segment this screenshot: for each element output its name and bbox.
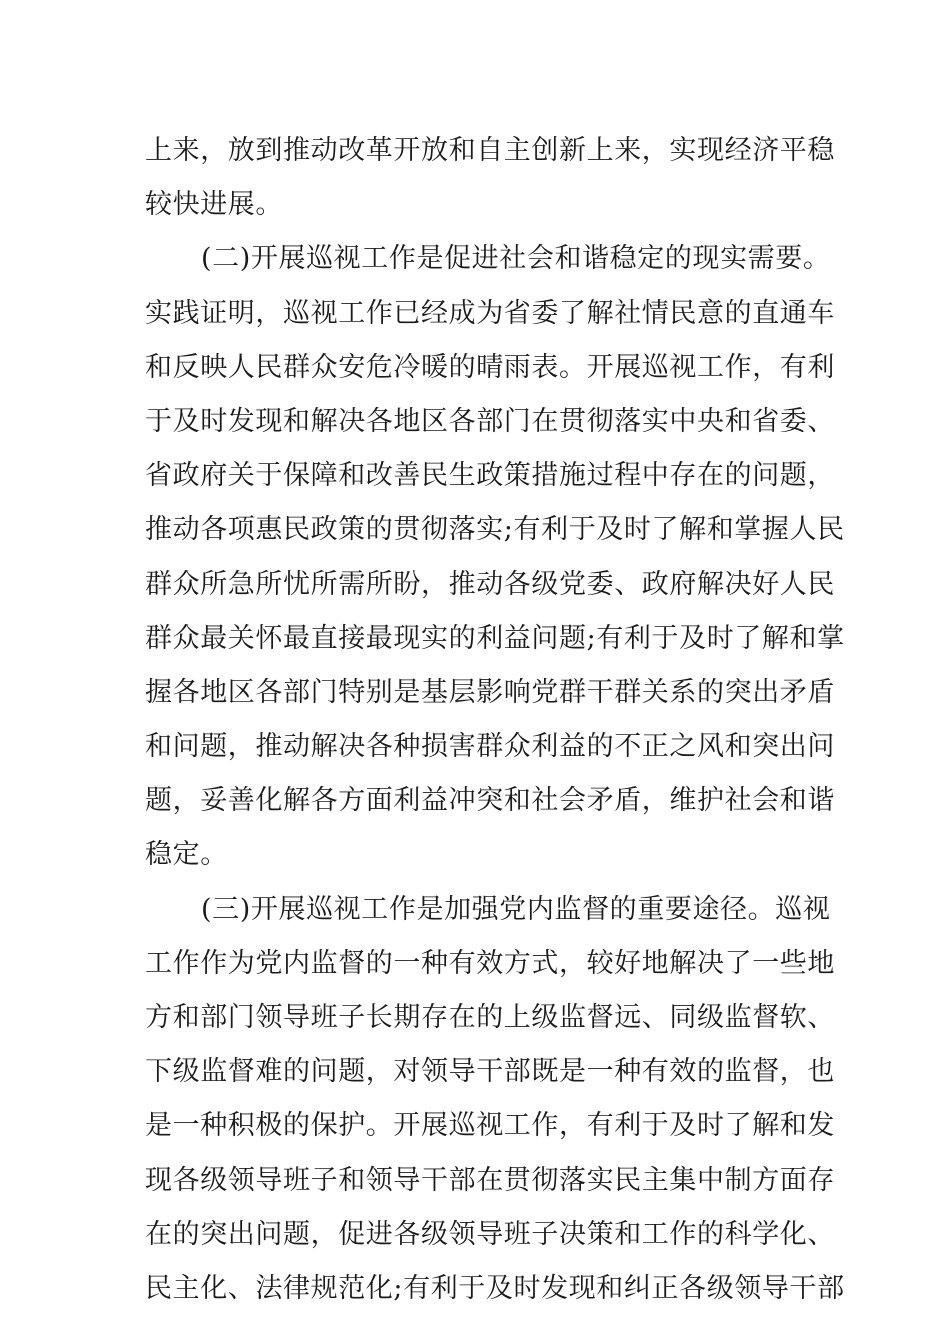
text-line: 方和部门领导班子长期存在的上级监督远、同级监督软、: [145, 1002, 835, 1033]
text-line: 于及时发现和解决各地区各部门在贯彻落实中央和省委、: [145, 405, 835, 437]
text-line: 省政府关于保障和改善民生政策措施过程中存在的问题，: [145, 460, 835, 492]
text-line: 题，妥善化解各方面利益冲突和社会矛盾，维护社会和谐: [145, 785, 835, 817]
text-line: 和问题，推动解决各种损害群众利益的不正之风和突出问: [145, 731, 835, 763]
text-line: 下级监督难的问题，对领导干部既是一种有效的监督，也: [145, 1056, 835, 1088]
text-line: 较快进展。: [145, 189, 283, 221]
text-line: 在的突出问题，促进各级领导班子决策和工作的科学化、: [145, 1218, 835, 1250]
section-heading-line: (二)开展巡视工作是促进社会和谐稳定的现实需要。: [201, 243, 831, 275]
text-line: 稳定。: [145, 839, 228, 871]
text-line: 实践证明，巡视工作已经成为省委了解社情民意的直通车: [145, 297, 835, 329]
text-line: 群众最关怀最直接最现实的利益问题;有利于及时了解和掌: [145, 622, 845, 654]
text-line: 上来，放到推动改革开放和自主创新上来，实现经济平稳: [145, 135, 835, 166]
text-line: 民主化、法律规范化;有利于及时发现和纠正各级领导干部: [145, 1272, 845, 1304]
text-line: 和反映人民群众安危冷暖的晴雨表。开展巡视工作，有利: [145, 351, 835, 383]
text-line: 工作作为党内监督的一种有效方式，较好地解决了一些地: [145, 947, 835, 979]
text-line: 握各地区各部门特别是基层影响党群干群关系的突出矛盾: [145, 676, 835, 708]
body-text: [145, 124, 845, 1316]
text-line: 推动各项惠民政策的贯彻落实;有利于及时了解和掌握人民: [145, 514, 845, 546]
text-line: 群众所急所忧所需所盼，推动各级党委、政府解决好人民: [145, 568, 835, 600]
text-line: 是一种积极的保护。开展巡视工作，有利于及时了解和发: [145, 1110, 835, 1142]
text-line: 现各级领导班子和领导干部在贯彻落实民主集中制方面存: [145, 1164, 835, 1196]
section-heading-line: (三)开展巡视工作是加强党内监督的重要途径。巡视: [201, 893, 831, 925]
